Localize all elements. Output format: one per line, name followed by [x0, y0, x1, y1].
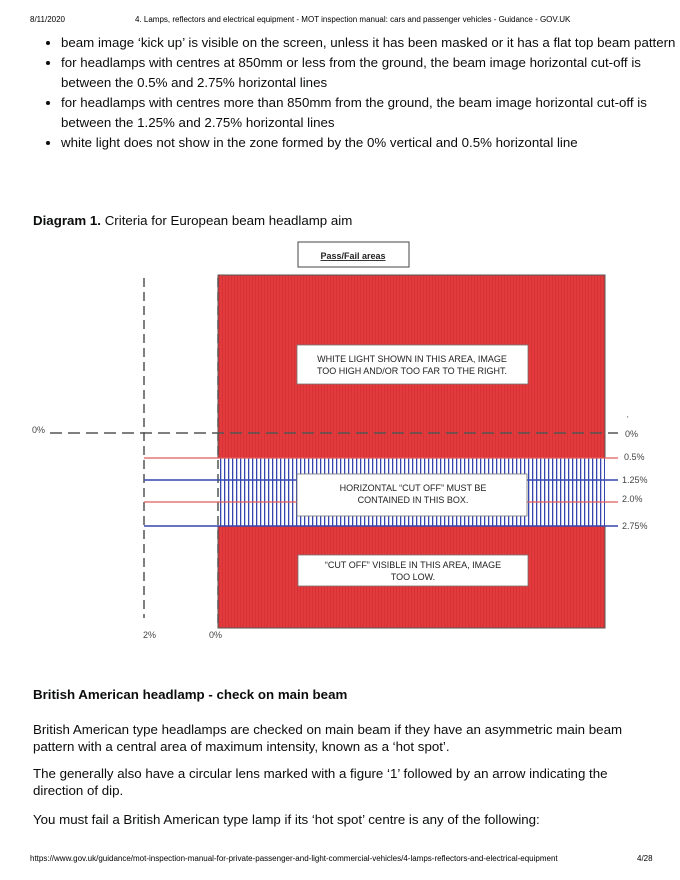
pass-area-note-line1: HORIZONTAL “CUT OFF” MUST BE: [339, 483, 487, 493]
legend-title: Pass/Fail areas: [320, 251, 386, 261]
beam-aim-diagram: [0, 238, 680, 648]
diagram-caption-label: Diagram 1.: [33, 213, 101, 228]
top-area-note-line1: WHITE LIGHT SHOWN IN THIS AREA, IMAGE: [317, 354, 507, 364]
paragraph: British American type headlamps are checked on main beam if they have an asymmetric main beam pattern with a central area of maximum intensity, known as a ‘hot spot’.: [33, 722, 623, 754]
top-area-note: [297, 345, 528, 384]
diagram-caption: [33, 213, 352, 228]
paragraph: You must fail a British American type lamp if its ‘hot spot’ centre is any of the following:: [33, 812, 540, 827]
low-area-note-line1: “CUT OFF” VISIBLE IN THIS AREA, IMAGE: [324, 560, 502, 570]
section-heading: British American headlamp - check on main beam: [33, 687, 348, 702]
diagram-caption-text: Criteria for European beam headlamp aim: [104, 213, 353, 228]
list-item: • beam image ‘kick up’ is visible on the screen, unless it has been masked or it has a flat top beam pattern: [61, 33, 680, 53]
right-label-0pct: 0%: [625, 429, 639, 439]
right-label-1-25pct: 1.25%: [622, 475, 648, 485]
bottom-label-2pct: 2%: [143, 630, 157, 640]
list-item: • for headlamps with centres more than 850mm from the ground, the beam image horizontal cut-off is between the 1.25% and 2.75% horizontal lines: [61, 93, 680, 133]
print-url: https://www.gov.uk/guidance/mot-inspection-manual-for-private-passenger-and-light-commercial-vehicles/4-lamps-reflectors-and-electrical-equipment: [30, 854, 558, 863]
paragraph: The generally also have a circular lens marked with a figure ‘1’ followed by an arrow indicating the direction of dip.: [33, 766, 608, 798]
bottom-label-0pct: 0%: [209, 630, 223, 640]
right-label-0-5pct: 0.5%: [624, 452, 645, 462]
list-item: • for headlamps with centres at 850mm or less from the ground, the beam image horizontal cut-off is between the 0.5% and 2.75% horizontal lines: [61, 53, 680, 93]
tick-mark: ': [627, 415, 629, 424]
right-label-2-75pct: 2.75%: [622, 521, 648, 531]
low-area-note-line2: TOO LOW.: [390, 572, 436, 582]
list-item: • white light does not show in the zone formed by the 0% vertical and 0.5% horizontal line: [61, 133, 680, 153]
page-number: 4/28: [637, 854, 653, 863]
pass-area-note-line2: CONTAINED IN THIS BOX.: [357, 495, 469, 505]
print-page-title: 4. Lamps, reflectors and electrical equipment - MOT inspection manual: cars and passenger vehicles - Guidance - GOV.UK: [135, 15, 571, 24]
top-area-note-line2: TOO HIGH AND/OR TOO FAR TO THE RIGHT.: [316, 366, 508, 376]
right-label-2pct: 2.0%: [622, 494, 643, 504]
left-zero-label: 0%: [32, 425, 46, 435]
criteria-list: [33, 33, 680, 153]
print-date: 8/11/2020: [30, 15, 65, 24]
